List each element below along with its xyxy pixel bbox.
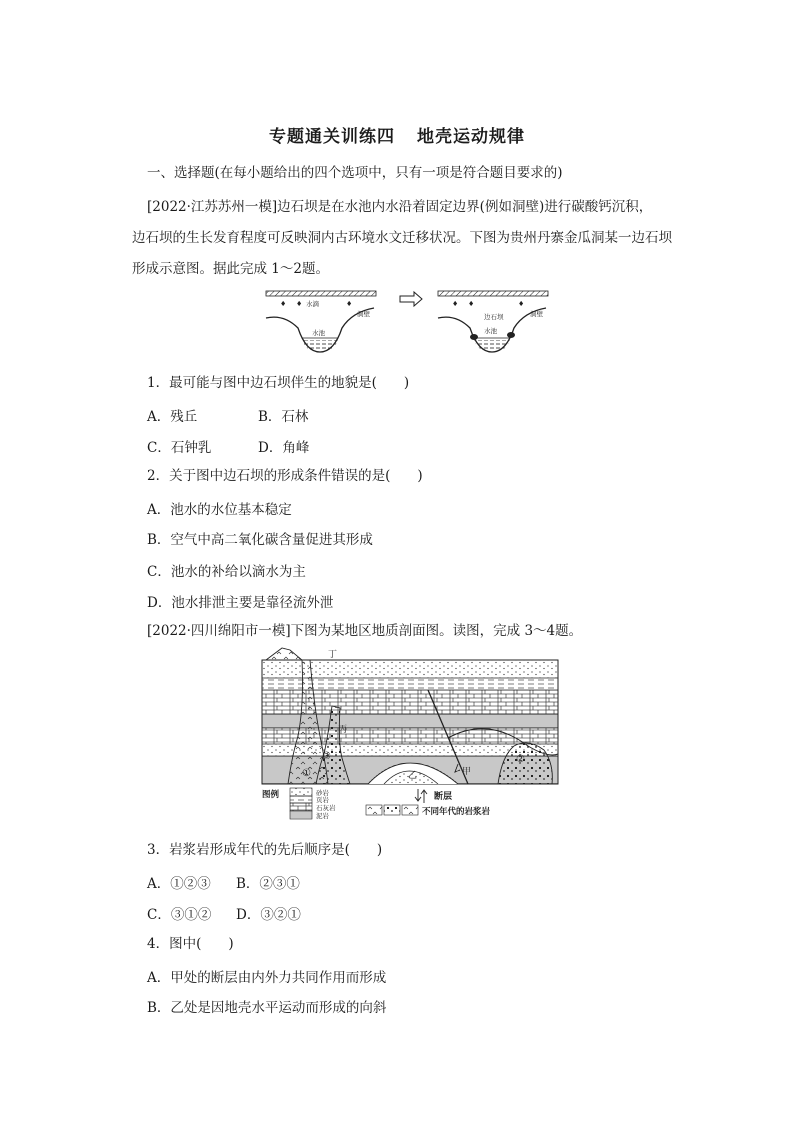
passage1-line1: [2022·江苏苏州一模]边石坝是在水池内水沿着固定边界(例如洞壁)进行碳酸钙沉积，	[147, 199, 653, 215]
q1-option-b[interactable]: B．石林	[258, 409, 309, 425]
legend-magma: 不同年代的岩浆岩	[422, 807, 491, 817]
legend-mudstone: 泥岩	[316, 812, 329, 820]
pool-label-right: 水池	[484, 327, 497, 335]
legend-shale: 页岩	[316, 796, 329, 804]
q1-option-d[interactable]: D．角峰	[258, 440, 310, 456]
q3-option-b[interactable]: B．②③①	[236, 876, 300, 892]
q4-option-a[interactable]: A．甲处的断层由内外力共同作用而形成	[147, 970, 387, 986]
svg-text:♦: ♦	[468, 300, 475, 308]
q4-stem: 4．图中( )	[147, 936, 234, 952]
rimstone-label: 边石坝	[484, 313, 504, 321]
svg-text:♦: ♦	[280, 300, 287, 308]
label-ding: 丁	[328, 650, 338, 660]
q3-stem: 3．岩浆岩形成年代的先后顺序是( )	[147, 842, 383, 858]
q2-option-b[interactable]: B．空气中高二氧化碳含量促进其形成	[147, 532, 373, 548]
passage1-line3: 形成示意图。据此完成 1～2题。	[132, 261, 329, 277]
title-main: 专题通关训练四	[269, 127, 395, 147]
svg-text:♦: ♦	[296, 300, 303, 308]
pool-label-left: 水池	[312, 329, 325, 337]
q4-option-b[interactable]: B．乙处是因地壳水平运动而形成的向斜	[147, 1000, 387, 1016]
figure2-legend	[262, 788, 491, 820]
legend-limestone: 石灰岩	[316, 804, 336, 812]
label-1: ①	[302, 768, 311, 779]
water-drop-label-left: 水滴	[306, 300, 319, 308]
cave-wall-label-left: 洞壁	[357, 310, 370, 318]
passage2: [2022·四川绵阳市一模]下图为某地区地质剖面图。读图，完成 3～4题。	[147, 623, 583, 639]
label-3: ③	[322, 751, 331, 762]
svg-text:♦: ♦	[452, 300, 459, 308]
q1-option-a[interactable]: A．残丘	[147, 409, 198, 425]
q2-stem: 2．关于图中边石坝的形成条件错误的是( )	[147, 468, 423, 484]
q2-option-a[interactable]: A．池水的水位基本稳定	[147, 502, 292, 518]
label-bing: 丙	[338, 725, 348, 735]
cave-wall-label-right: 洞壁	[530, 310, 543, 318]
q2-option-d[interactable]: D．池水排泄主要是靠径流外泄	[147, 595, 334, 611]
geology-section-figure	[258, 646, 562, 824]
legend-fault: 断层	[434, 792, 453, 802]
legend-sandstone: 砂岩	[316, 789, 329, 797]
section-heading: 一、选择题(在每小题给出的四个选项中，只有一项是符合题目要求的)	[147, 165, 563, 181]
legend-title: 图例	[262, 790, 280, 800]
svg-text:♦: ♦	[518, 300, 525, 308]
label-yi: 乙	[408, 771, 418, 781]
label-jia: 甲	[462, 767, 472, 777]
rimstone-figure	[262, 286, 552, 362]
title-sub: 地壳运动规律	[417, 127, 525, 147]
q1-stem: 1．最可能与图中边石坝伴生的地貌是( )	[147, 375, 410, 391]
passage1-line2: 边石坝的生长发育程度可反映洞内古环境水文迁移状况。下图为贵州丹寨金瓜洞某一边石坝	[132, 230, 672, 246]
q3-option-c[interactable]: C．③①②	[147, 907, 212, 923]
q3-option-a[interactable]: A．①②③	[147, 876, 211, 892]
transition-arrow	[400, 292, 422, 306]
label-2: ②	[516, 754, 525, 765]
q1-option-c[interactable]: C．石钟乳	[147, 440, 212, 456]
page-title	[0, 122, 794, 147]
svg-text:♦: ♦	[346, 300, 353, 308]
q2-option-c[interactable]: C．池水的补给以滴水为主	[147, 564, 306, 580]
q3-option-d[interactable]: D．③②①	[236, 907, 301, 923]
